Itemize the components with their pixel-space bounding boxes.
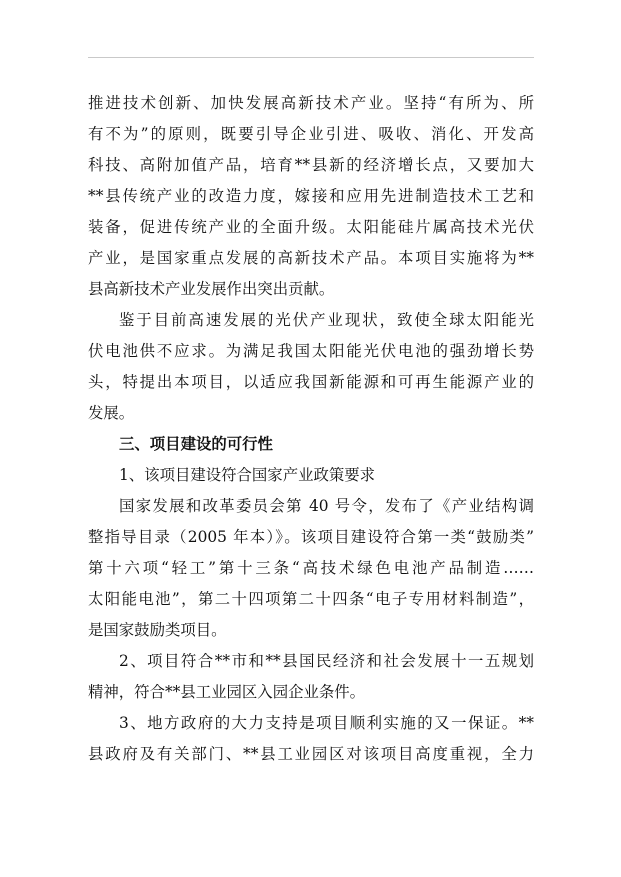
text-line: 县政府及有关部门、**县工业园区对该项目高度重视，全力 — [88, 745, 534, 763]
text-line: 伏电池供不应求。为满足我国太阳能光伏电池的强劲增长势 — [88, 342, 534, 360]
item-1-title: 1、该项目建设符合国家产业政策要求 — [119, 466, 376, 484]
text-line: 鉴于目前高速发展的光伏产业现状，致使全球太阳能光 — [119, 311, 534, 329]
paragraph-pv-demand — [88, 305, 534, 429]
text-line: 第十六项“轻工”第十三条“高技术绿色电池产品制造…… — [88, 559, 534, 577]
text-line: 头，特提出本项目，以适应我国新能源和可再生能源产业的 — [88, 373, 534, 391]
text-line: 是国家鼓励类项目。 — [88, 621, 227, 639]
text-line: **县传统产业的改造力度，嫁接和应用先进制造技术工艺和 — [88, 187, 534, 205]
paragraph-item-2 — [88, 646, 534, 708]
header-rule — [88, 57, 534, 58]
text-line: 太阳能电池”，第二十四项第二十四条“电子专用材料制造”， — [88, 590, 534, 608]
document-body — [88, 88, 534, 770]
text-line: 3、地方政府的大力支持是项目顺利实施的又一保证。** — [119, 714, 534, 732]
text-line: 发展。 — [88, 404, 135, 422]
text-line: 2、项目符合**市和**县国民经济和社会发展十一五规划 — [119, 652, 534, 670]
text-line: 产业，是国家重点发展的高新技术产品。本项目实施将为** — [88, 249, 534, 267]
text-line: 装备，促进传统产业的全面升级。太阳能硅片属高技术光伏 — [88, 218, 534, 236]
paragraph-tech-innovation — [88, 88, 534, 305]
text-line: 县高新技术产业发展作出突出贡献。 — [88, 280, 335, 298]
paragraph-item-3 — [88, 708, 534, 770]
text-line: 精神，符合**县工业园区入园企业条件。 — [88, 683, 366, 701]
paragraph-policy — [88, 491, 534, 646]
text-line: 整指导目录（2005 年本）》。该项目建设符合第一类“鼓励类” — [88, 528, 534, 546]
text-line: 科技、高附加值产品，培育**县新的经济增长点，又要加大 — [88, 156, 534, 174]
text-line: 推进技术创新、加快发展高新技术产业。坚持“有所为、所 — [88, 94, 534, 112]
text-line: 国家发展和改革委员会第 40 号令，发布了《产业结构调 — [119, 497, 534, 515]
section-heading: 三、项目建设的可行性 — [119, 435, 273, 453]
text-line: 有不为”的原则，既要引导企业引进、吸收、消化、开发高 — [88, 125, 534, 143]
